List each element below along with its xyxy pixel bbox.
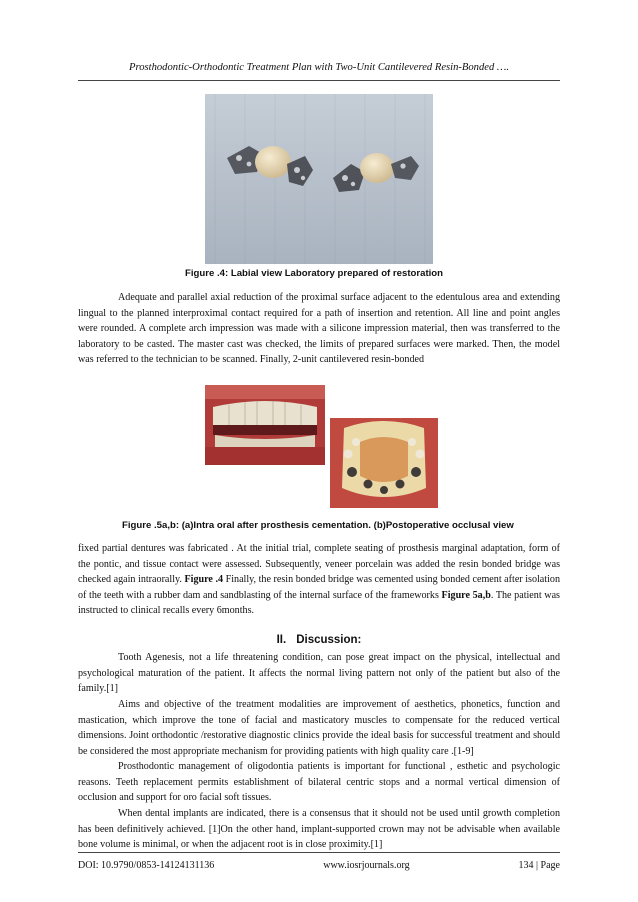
journal-website: www.iosrjournals.org [323, 860, 410, 871]
section-heading [78, 634, 560, 646]
page-number: 134 | Page [518, 860, 560, 871]
section-number: II. [276, 634, 287, 646]
discussion-paragraph-3: Prosthodontic management of oligodontia patients is important for functional , esthetic and psychologic reasons. Teeth replacement permits establishment of bilateral centric stops and a normal vertical dimension of occlusion and support for oro facial soft tissues. [78, 761, 560, 803]
footer-rule [78, 852, 560, 853]
header-rule [78, 80, 560, 81]
figure-4-caption: Figure .4: Labial view Laboratory prepared of restoration [185, 268, 444, 279]
paragraph-fabrication: fixed partial dentures was fabricated . At the initial trial, complete seating of prosthesis marginal adaptation, form of the pontic, and tissue contact were assessed. Subsequently, veneer porcelain was added the resin bonded bridge was checked again intraorally. Figure .4 Finally, the resin bonded bridge was cemented using bonded cement after isolation of the teeth with a rubber dam and sandblasting of the internal surface of the frameworks Figure 5a,b. The patient was instructed to clinical recalls every 6months. [78, 543, 560, 616]
paragraph-methods: Adequate and parallel axial reduction of the proximal surface adjacent to the edentulous area and extending lingual to the planned interproximal contact required for a path of insertion and retention. All line and point angles were rounded. A complete arch impression was made with a silicone impression material, then was transferred to the laboratory to be casted. The master cast was checked, the limits of prepared surfaces were marked. Then, the model was referred to the technician to be scanned. Finally, 2-unit cantilevered resin-bonded [78, 292, 560, 365]
figure-5a-photo [205, 385, 325, 465]
figure-5b-photo [330, 418, 438, 508]
figure-4-reference: Figure .4 [184, 574, 224, 585]
page-footer [78, 860, 560, 871]
section-title: Discussion: [296, 634, 362, 646]
doi-text: DOI: 10.9790/0853-14124131136 [78, 860, 215, 871]
discussion-paragraph-4: When dental implants are indicated, there is a consensus that it should not be used until growth completion has been definitively achieved. [1]On the other hand, implant-supported crown may not be advisable when available bone volume is minimal, or when the adjacent root is in close proximity.[1] [78, 808, 560, 850]
discussion-paragraph-1: Tooth Agenesis, not a life threatening condition, can pose great impact on the physical, intellectual and psychological maturation of the patient. It affects the normal living pattern not only of the patient but also of the family.[1] [78, 652, 560, 694]
discussion-paragraph-2: Aims and objective of the treatment modalities are improvement of aesthetics, phonetics, function and mastication, which improve the tone of facial and masticatory muscles to compensate for the reduced vertical dimensions. Joint orthodontic /restorative diagnostic clinics provide the ideal basis for successful treatment and should be considered the most appropriate mechanism for providing patients with high quality care .[1-9] [78, 699, 560, 757]
figure-4-photo [205, 94, 433, 264]
running-header: Prosthodontic-Orthodontic Treatment Plan with Two-Unit Cantilevered Resin-Bonded …. [129, 62, 509, 73]
figure-5-reference: Figure 5a,b [441, 589, 491, 601]
figure-5-caption: Figure .5a,b: (a)Intra oral after prosthesis cementation. (b)Postoperative occlusal view [122, 520, 514, 531]
